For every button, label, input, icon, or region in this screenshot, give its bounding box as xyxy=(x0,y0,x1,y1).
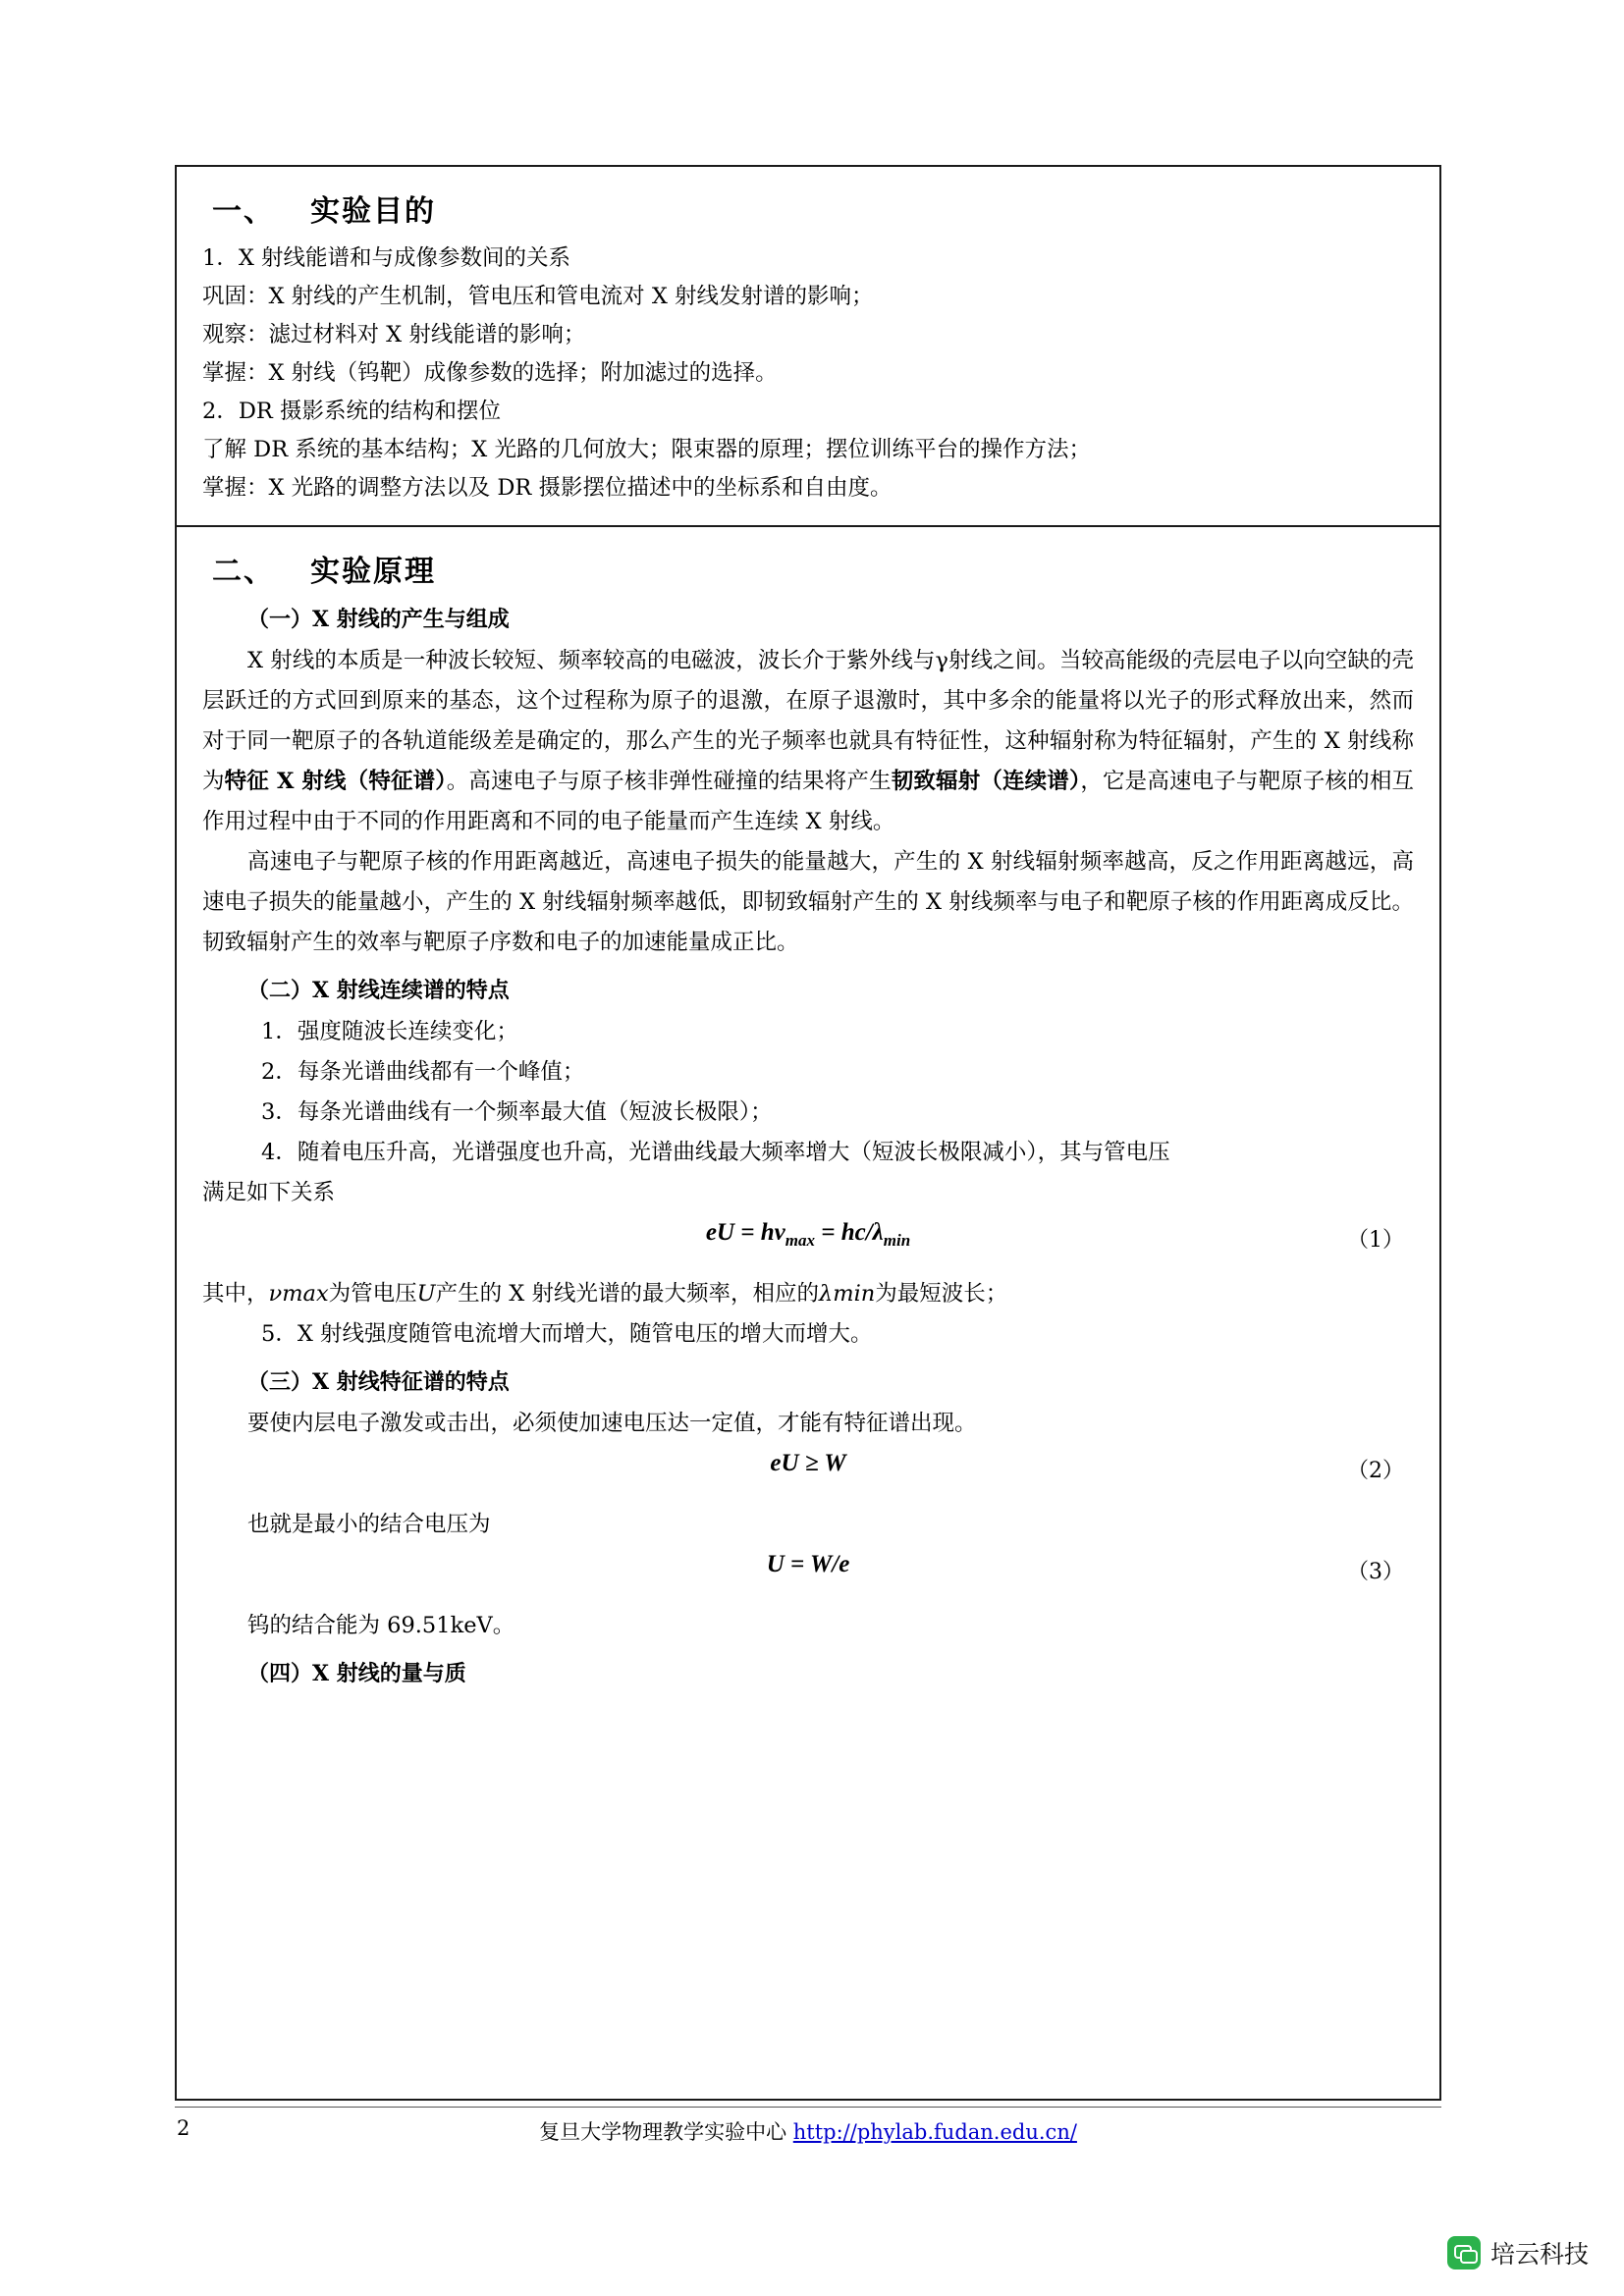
fx1-part-d: 为最短波长； xyxy=(875,1281,1008,1307)
formula-2-number: （2） xyxy=(1347,1459,1404,1483)
section1-line-5: 2．DR 摄影系统的结构和摆位 xyxy=(202,399,501,424)
section1-heading-number: 一、 xyxy=(212,194,275,229)
formula-3-row xyxy=(202,1551,1414,1602)
page-number: 2 xyxy=(177,2116,190,2140)
para1-bold-1: 特征 X 射线（特征谱） xyxy=(224,769,447,794)
section-experiment-principles xyxy=(177,527,1439,1713)
para1-part-a: X 射线的本质是一种波长较短、频率较高的电磁波，波长介于紫外线与γ射线之间。当较高能级的壳层电子以向空缺的壳层跃迁的方式回到原来的基态，这个过程称为原子的退激，在原子退激时，其中多余的能量将以光子的形式释放出来，然而对于同一靶原子的各轨道能级差是确定的，那么产生的光子频率也就具有特征性，这种辐射称为特征辐射，产生的 X 射线称为 xyxy=(202,648,1414,794)
watermark xyxy=(1447,2235,1589,2270)
subsection-1-title: （一）X 射线的产生与组成 xyxy=(247,607,510,632)
fx1-part-a: 其中， xyxy=(202,1281,269,1307)
document-frame xyxy=(175,165,1441,2101)
section1-line-1: 1．X 射线能谱和与成像参数间的关系 xyxy=(202,245,570,271)
formula-1: eU = $h\nu_{max} = hc/\lambda_{min}$ xyxy=(705,1219,911,1250)
section1-line-4: 掌握：X 射线（钨靶）成像参数的选择；附加滤过的选择。 xyxy=(202,360,778,386)
watermark-label: 培云科技 xyxy=(1489,2240,1589,2269)
continuous-spectrum-item-2: 2．每条光谱曲线都有一个峰值； xyxy=(261,1059,585,1085)
subsection-2-title: （二）X 射线连续谱的特点 xyxy=(247,978,510,1003)
continuous-spectrum-item-5: 5．X 射线强度随管电流增大而增大，随管电压的增大而增大。 xyxy=(261,1321,873,1347)
section1-line-6: 了解 DR 系统的基本结构；X 光路的几何放大；限束器的原理；摆位训练平台的操作方法； xyxy=(202,437,1091,462)
section2-heading-text: 实验原理 xyxy=(310,555,436,589)
continuous-spectrum-item-1: 1．强度随波长连续变化； xyxy=(261,1019,518,1044)
formula-2: eU ≥ W xyxy=(770,1450,846,1476)
footer-link[interactable]: http://phylab.fudan.edu.cn/ xyxy=(792,2120,1077,2144)
fx1-lambda: λ xyxy=(818,1281,834,1307)
tungsten-binding-energy-text: 钨的结合能为 69.51keV。 xyxy=(247,1613,515,1638)
section1-heading-text: 实验目的 xyxy=(310,194,436,229)
formula-1-row xyxy=(202,1219,1414,1270)
section1-line-3: 观察：滤过材料对 X 射线能谱的影响； xyxy=(202,322,586,347)
minimum-binding-voltage-text: 也就是最小的结合电压为 xyxy=(247,1512,491,1537)
continuous-spectrum-item-3: 3．每条光谱曲线有一个频率最大值（短波长极限）； xyxy=(261,1099,773,1125)
footer-divider xyxy=(175,2107,1441,2108)
formula-3-number: （3） xyxy=(1347,1560,1404,1584)
fx1-part-c: 产生的 X 射线光谱的最大频率，相应的 xyxy=(435,1281,819,1307)
para1-bold-2: 韧致辐射（连续谱） xyxy=(891,769,1081,794)
fx1-lambda-sub: min xyxy=(833,1281,876,1307)
fx1-nu-sub: max xyxy=(282,1281,329,1307)
continuous-spectrum-item-4-continued: 满足如下关系 xyxy=(202,1180,336,1205)
subsection-3-title: （三）X 射线特征谱的特点 xyxy=(247,1369,510,1395)
formula-3: U = W/e xyxy=(766,1551,850,1577)
section2-heading-number: 二、 xyxy=(212,555,275,589)
fx1-part-b: 为管电压 xyxy=(328,1281,417,1307)
page-footer xyxy=(175,2112,1441,2158)
fx1-nu: ν xyxy=(268,1281,283,1307)
subsection-4-title: （四）X 射线的量与质 xyxy=(247,1661,466,1686)
para1-part-c: 。高速电子与原子核非弹性碰撞的结果将产生 xyxy=(446,769,892,794)
footer-institution: 复旦大学物理教学实验中心 xyxy=(539,2120,793,2144)
section1-line-7: 掌握：X 光路的调整方法以及 DR 摄影摆位描述中的坐标系和自由度。 xyxy=(202,475,893,501)
section1-heading xyxy=(212,187,1414,230)
section2-heading xyxy=(212,547,1414,590)
section1-line-2: 巩固：X 射线的产生机制，管电压和管电流对 X 射线发射谱的影响； xyxy=(202,284,874,309)
formula-1-number: （1） xyxy=(1347,1228,1404,1253)
subsection-1-paragraph-1 xyxy=(202,641,1414,842)
wechat-icon xyxy=(1447,2236,1481,2269)
para1-part-d: ，它是高速电子与靶原子核的相互作用过程中由于不同的作用距离和不同的电子能量而产生连续 X 射线。 xyxy=(202,769,1414,834)
subsection-1-paragraph-2: 高速电子与靶原子核的作用距离越近，高速电子损失的能量越大，产生的 X 射线辐射频率越高，反之作用距离越远，高速电子损失的能量越小，产生的 X 射线辐射频率越低，即韧致辐射产生的 X 射线频率与电子和靶原子核的作用距离成反比。韧致辐射产生的效率与靶原子序数和电子的加速能量成正比。 xyxy=(202,849,1414,955)
formula-2-row xyxy=(202,1450,1414,1501)
footer-center xyxy=(175,2116,1441,2146)
fx1-u: U xyxy=(416,1281,436,1307)
formula-1-explanation xyxy=(202,1274,1414,1314)
continuous-spectrum-item-4: 4．随着电压升高，光谱强度也升高，光谱曲线最大频率增大（短波长极限减小），其与管电压 xyxy=(261,1140,1170,1165)
subsection-3-paragraph: 要使内层电子激发或击出，必须使加速电压达一定值，才能有特征谱出现。 xyxy=(247,1411,977,1436)
section-experiment-objectives xyxy=(177,167,1439,527)
